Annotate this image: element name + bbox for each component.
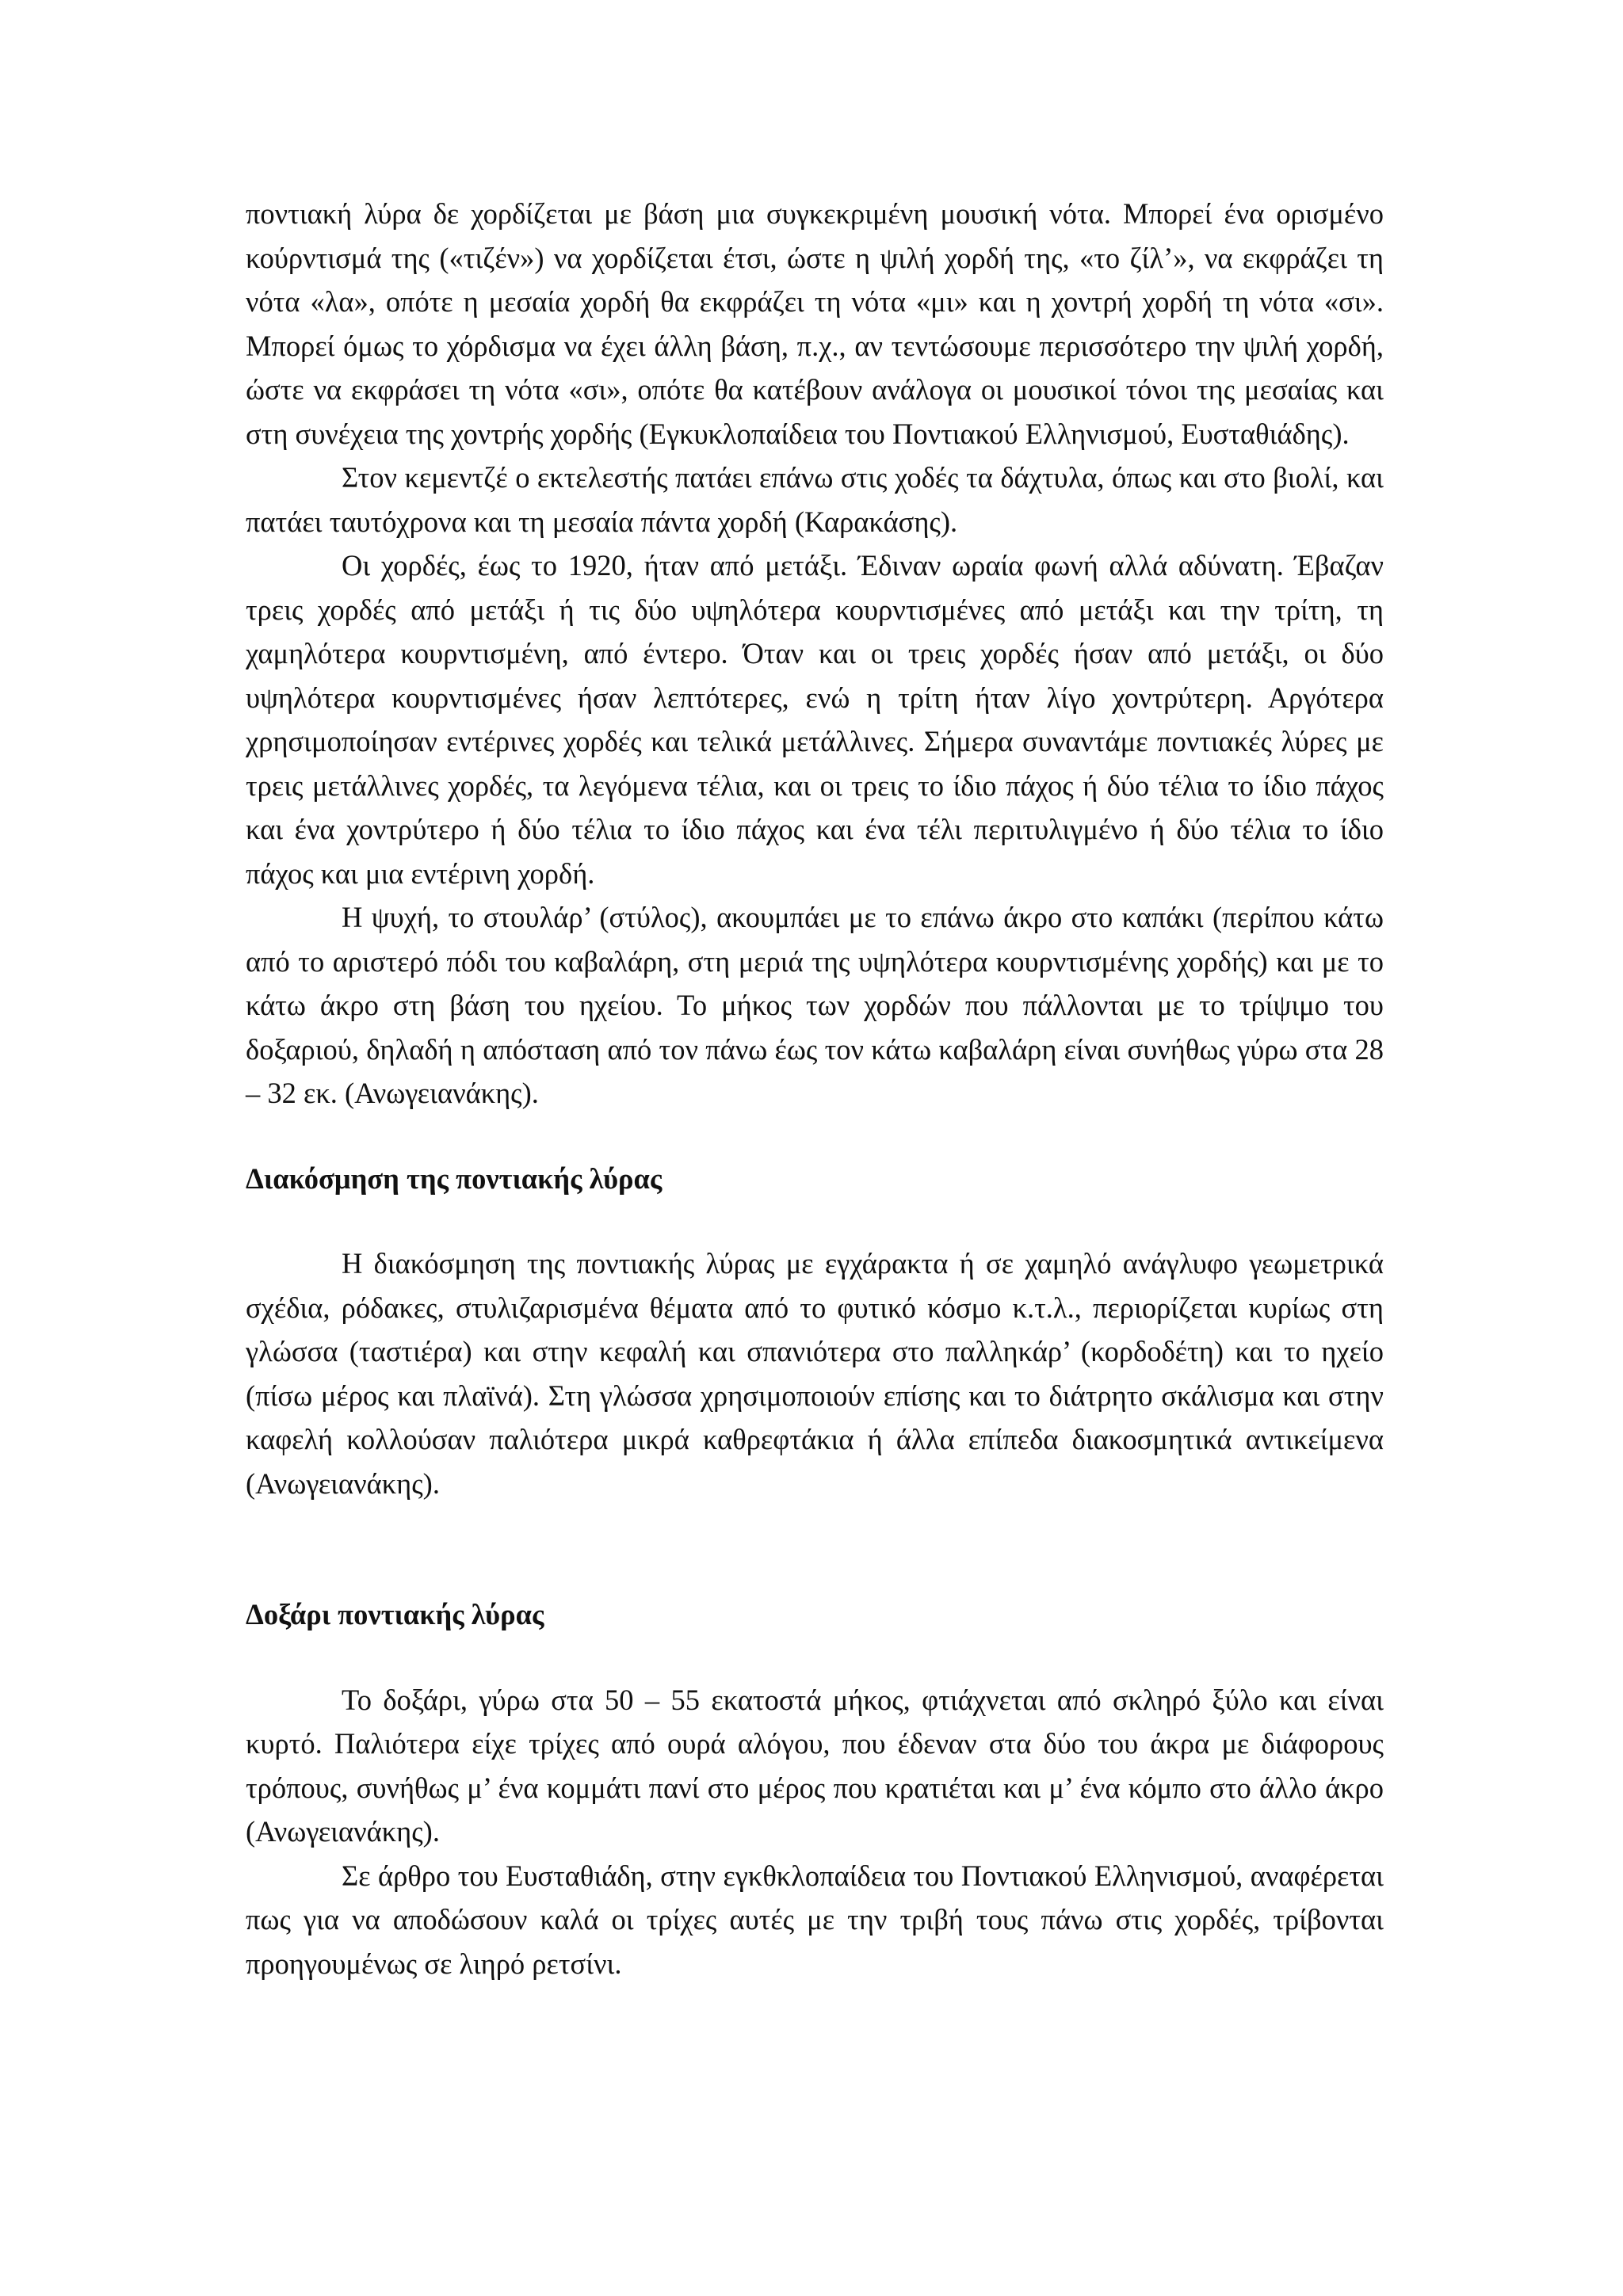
paragraph-decoration: Η διακόσμηση της ποντιακής λύρας με εγχάρακτα ή σε χαμηλό ανάγλυφο γεωμετρικά σχέδια, ρόδακες, στυλιζαρισμένα θέματα από το φυτικό κόσμο κ.τ.λ., περιορίζεται κυρίως στη γλώσσα (ταστιέρα) και στην κεφαλή και σπανιότερα στο παλληκάρ’ (κορδοδέτη) και το ηχείο (πίσω μέρος και πλαϊνά). Στη γλώσσα χρησιμοποιούν επίσης και το διάτρητο σκάλισμα και στην καφελή κολλούσαν παλιότερα μικρά καθρεφτάκια ή άλλα επίπεδα διακοσμητικά αντικείμενα (Ανωγειανάκης).: [246, 1247, 1384, 1500]
paragraph-strings: Οι χορδές, έως το 1920, ήταν από μετάξι. Έδιναν ωραία φωνή αλλά αδύνατη. Έβαζαν τρεις χορδές από μετάξι ή τις δύο υψηλότερα κουρντισμένες από μετάξι και την τρίτη, τη χαμηλότερα κουρντισμένη, από έντερο. Όταν και οι τρεις χορδές ήσαν από μετάξι, οι δύο υψηλότερα κουρντισμένες ήσαν λεπτότερες, ενώ η τρίτη ήταν λίγο χοντρύτερη. Αργότερα χρησιμοποίησαν εντέρινες χορδές και τελικά μετάλλινες. Σήμερα συναντάμε ποντιακές λύρες με τρεις μετάλλινες χορδές, τα λεγόμενα τέλια, και οι τρεις το ίδιο πάχος ή δύο τέλια το ίδιο πάχος και ένα χοντρύτερο ή δύο τέλια το ίδιο πάχος και ένα τέλι περιτυλιγμένο ή δύο τέλια το ίδιο πάχος και μια εντέρινη χορδή.: [246, 549, 1384, 890]
paragraph-fingering: Στον κεμεντζέ ο εκτελεστής πατάει επάνω στις χοδές τα δάχτυλα, όπως και στο βιολί, και πατάει ταυτόχρονα και τη μεσαία πάντα χορδή (Καρακάσης).: [246, 461, 1384, 538]
document-body: [246, 192, 1384, 1985]
heading-decoration: Διακόσμηση της ποντιακής λύρας: [246, 1161, 663, 1195]
paragraph-soundpost: Η ψυχή, το στουλάρ’ (στύλος), ακουμπάει με το επάνω άκρο στο καπάκι (περίπου κάτω από το αριστερό πόδι του καβαλάρη, στη μεριά της υψηλότερα κουρντισμένης χορδής) και με το κάτω άκρο στη βάση του ηχείου. Το μήκος των χορδών που πάλλονται με το τρίψιμο του δοξαριού, δηλαδή η απόσταση από τον πάνω έως τον κάτω καβαλάρη είναι συνήθως γύρω στα 28 – 32 εκ. (Ανωγειανάκης).: [246, 901, 1384, 1109]
paragraph-bow-rosin: Σε άρθρο του Ευσταθιάδη, στην εγκθκλοπαίδεια του Ποντιακού Ελληνισμού, αναφέρεται πως για να αποδώσουν καλά οι τρίχες αυτές με την τριβή τους πάνω στις χορδές, τρίβονται προηγουμένως σε λιηρό ρετσίνι.: [246, 1859, 1384, 1980]
paragraph-tuning: ποντιακή λύρα δε χορδίζεται με βάση μια συγκεκριμένη μουσική νότα. Μπορεί ένα ορισμένο κούρντισμά της («τιζέν») να χορδίζεται έτσι, ώστε η ψιλή χορδή της, «το ζίλ’», να εκφράζει τη νότα «λα», οπότε η μεσαία χορδή θα εκφράζει τη νότα «μι» και η χοντρή χορδή τη νότα «σι». Μπορεί όμως το χόρδισμα να έχει άλλη βάση, π.χ., αν τεντώσουμε περισσότερο την ψιλή χορδή, ώστε να εκφράσει τη νότα «σι», οπότε θα κατέβουν ανάλογα οι μουσικοί τόνοι της μεσαίας και στη συνέχεια της χοντρής χορδής (Εγκυκλοπαίδεια του Ποντιακού Ελληνισμού, Ευσταθιάδης).: [246, 197, 1384, 450]
heading-bow: Δοξάρι ποντιακής λύρας: [246, 1598, 544, 1630]
paragraph-bow-construction: Το δοξάρι, γύρω στα 50 – 55 εκατοστά μήκος, φτιάχνεται από σκληρό ξύλο και είναι κυρτό. Παλιότερα είχε τρίχες από ουρά αλόγου, που έδεναν στα δύο του άκρα με διάφορους τρόπους, συνήθως μ’ ένα κομμάτι πανί στο μέρος που κρατιέται και μ’ ένα κόμπο στο άλλο άκρο (Ανωγειανάκης).: [246, 1683, 1384, 1848]
